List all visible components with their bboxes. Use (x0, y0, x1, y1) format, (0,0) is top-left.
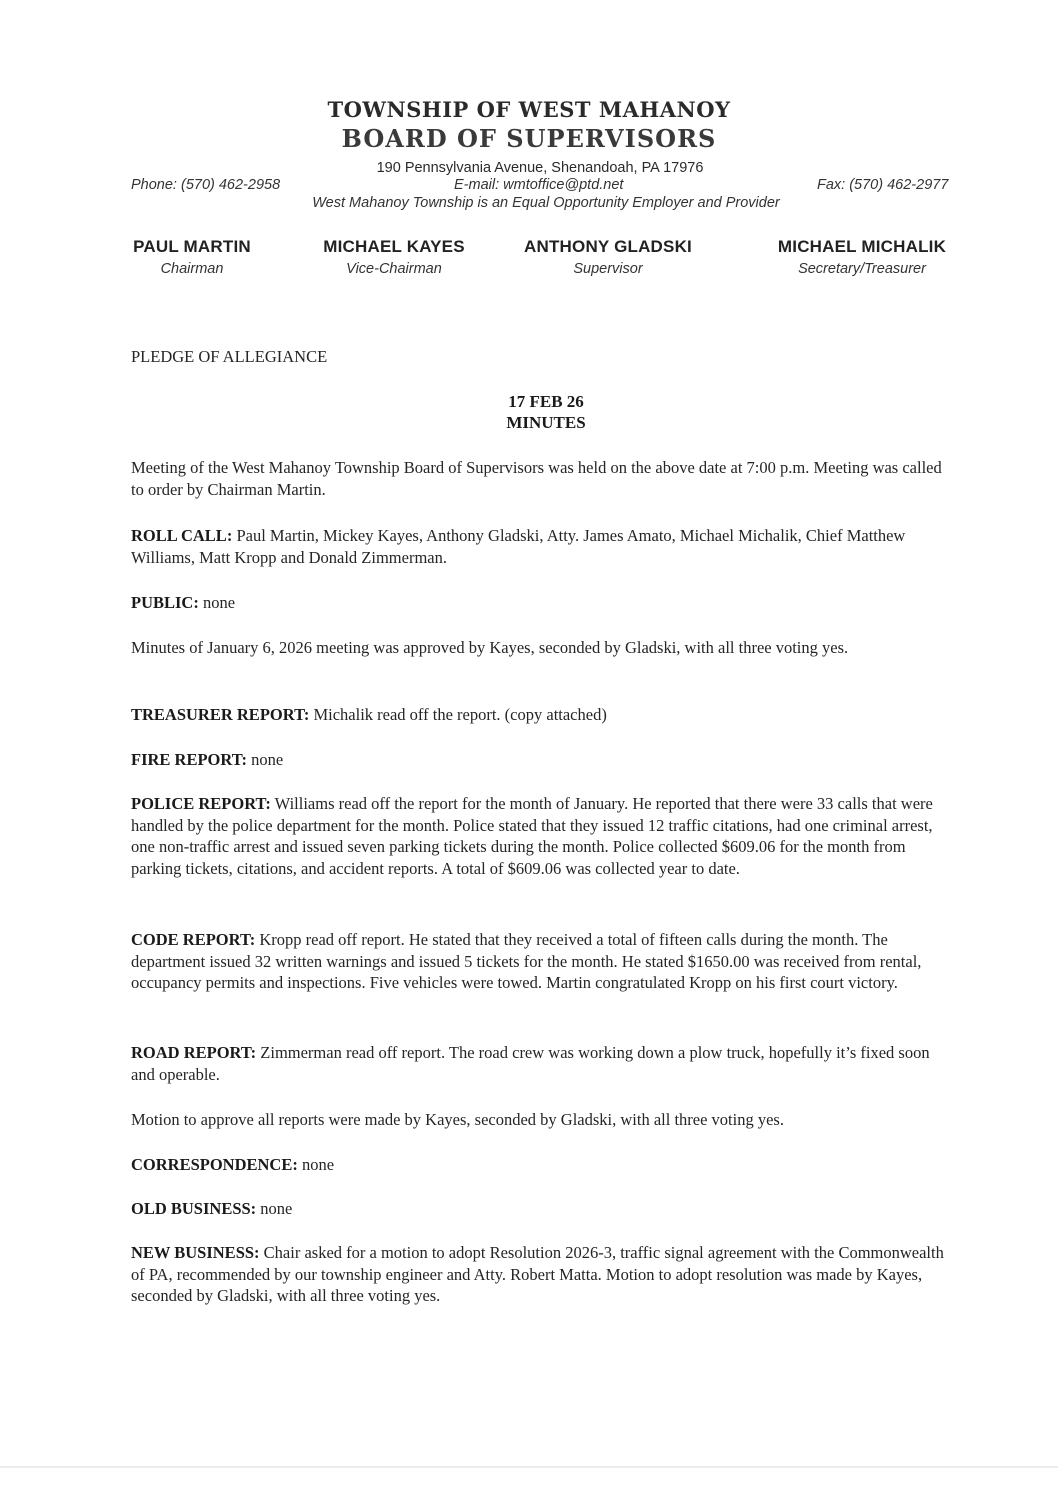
officer-name: PAUL MARTIN (133, 237, 251, 256)
officer-role: Secretary/Treasurer (798, 261, 926, 277)
correspondence-label: CORRESPONDENCE: (131, 1155, 298, 1174)
eoe-statement: West Mahanoy Township is an Equal Opportunity Employer and Provider (312, 195, 780, 211)
old-business-paragraph (131, 1198, 946, 1220)
roll-call-text: Paul Martin, Mickey Kayes, Anthony Gladski, Atty. James Amato, Michael Michalik, Chief Matthew Williams, Matt Kropp and Donald Zimmerman. (131, 526, 906, 567)
officer-role: Supervisor (573, 261, 643, 277)
pledge-heading: PLEDGE OF ALLEGIANCE (131, 347, 328, 366)
page-divider (0, 1466, 1058, 1468)
old-business-text: none (256, 1199, 293, 1218)
road-label: ROAD REPORT: (131, 1043, 257, 1062)
fax: Fax: (570) 462-2977 (817, 177, 949, 193)
meeting-paragraph: Meeting of the West Mahanoy Township Board of Supervisors was held on the above date at 7:00 p.m. Meeting was called to order by Chairman Martin. (131, 458, 942, 499)
code-text: Kropp read off report. He stated that they received a total of fifteen calls during the month. The department issued 32 written warnings and issued 5 tickets for the month. He stated $1650.00 was received from rental, occupancy permits and inspections. Five vehicles were towed. Martin congratulated Kropp on his first court victory. (131, 930, 922, 992)
old-business-label: OLD BUSINESS: (131, 1199, 257, 1218)
fire-paragraph (131, 749, 946, 771)
treasurer-label: TREASURER REPORT: (131, 705, 310, 724)
roll-call-paragraph (131, 525, 946, 568)
treasurer-paragraph (131, 704, 946, 726)
phone: Phone: (570) 462-2958 (131, 177, 281, 193)
public-text: none (198, 593, 236, 612)
officer-name: MICHAEL MICHALIK (777, 237, 947, 256)
public-paragraph (131, 592, 946, 614)
code-label: CODE REPORT: (131, 930, 256, 949)
officer-supervisor (508, 237, 708, 277)
address: 190 Pennsylvania Avenue, Shenandoah, PA 17976 (376, 160, 704, 176)
new-business-paragraph (131, 1242, 946, 1307)
fire-label: FIRE REPORT: (131, 750, 247, 769)
road-paragraph (131, 1042, 946, 1085)
code-paragraph (131, 929, 946, 994)
officer-vice-chairman (294, 237, 494, 277)
officer-role: Chairman (160, 261, 224, 277)
road-text: Zimmerman read off report. The road crew was working down a plow truck, hopefully it’s fixed soon and operable. (131, 1043, 930, 1084)
officer-secretary-treasurer (762, 237, 962, 277)
fire-text: none (247, 750, 284, 769)
officer-role: Vice-Chairman (346, 261, 442, 277)
treasurer-text: Michalik read off the report. (copy attached) (309, 705, 607, 724)
township-title: TOWNSHIP OF WEST MAHANOY (327, 97, 731, 122)
police-text: Williams read off the report for the month of January. He reported that there were 33 calls that were handled by the police department for the month. Police stated that they issued 12 traffic citations, had one criminal arrest, one non-traffic arrest and issued seven parking tickets during the month. Police collected $609.06 for the month from parking tickets, citations, and accident reports. A total of $609.06 was collected year to date. (131, 794, 933, 878)
police-paragraph (131, 793, 946, 879)
police-label: POLICE REPORT: (131, 794, 271, 813)
officer-chairman (92, 237, 292, 277)
roll-call-label: ROLL CALL: (131, 526, 233, 545)
minutes-title: MINUTES (506, 413, 586, 432)
public-label: PUBLIC: (131, 593, 199, 612)
correspondence-paragraph (131, 1154, 946, 1176)
minutes-heading (0, 391, 1058, 433)
new-business-text: Chair asked for a motion to adopt Resolution 2026-3, traffic signal agreement with the Commonwealth of PA, recommended by our township engineer and Atty. Robert Matta. Motion to adopt resolution was made by Kayes, seconded by Gladski, with all three voting yes. (131, 1243, 944, 1305)
officer-name: MICHAEL KAYES (323, 237, 465, 256)
meeting-date: 17 FEB 26 (508, 392, 584, 411)
new-business-label: NEW BUSINESS: (131, 1243, 260, 1262)
motion-paragraph: Motion to approve all reports were made by Kayes, seconded by Gladski, with all three voting yes. (131, 1110, 784, 1129)
board-title: BOARD OF SUPERVISORS (341, 124, 717, 153)
email: E-mail: wmtoffice@ptd.net (454, 177, 624, 193)
prior-minutes-paragraph: Minutes of January 6, 2026 meeting was approved by Kayes, seconded by Gladski, with all three voting yes. (131, 638, 849, 657)
correspondence-text: none (297, 1155, 335, 1174)
officer-name: ANTHONY GLADSKI (524, 237, 692, 256)
